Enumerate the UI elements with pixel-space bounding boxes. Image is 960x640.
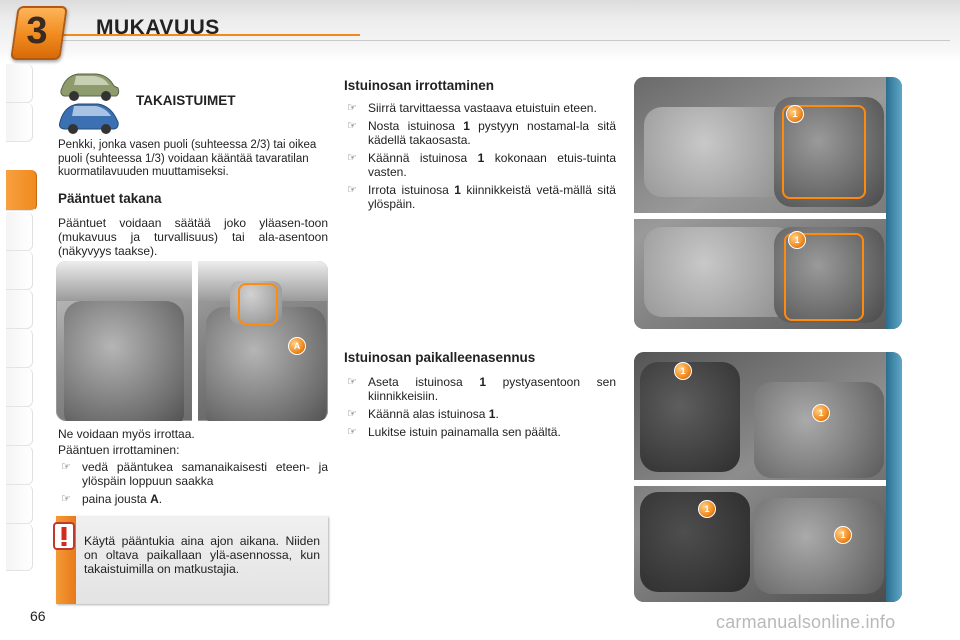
removable-note: Ne voidaan myös irrottaa. — [58, 427, 195, 441]
chapter-tab-3-active[interactable] — [6, 170, 37, 211]
chapter-tab-9[interactable] — [6, 407, 33, 446]
hand-pointer-icon: ☞ — [347, 120, 357, 132]
hand-pointer-icon: ☞ — [61, 493, 71, 505]
header-rule — [60, 40, 950, 41]
refit-marker-1d: 1 — [834, 526, 852, 544]
seat-marker-1b: 1 — [788, 231, 806, 249]
hand-pointer-icon: ☞ — [347, 376, 357, 388]
hand-pointer-icon: ☞ — [347, 184, 357, 196]
list-item: ☞ paina jousta A. — [61, 492, 163, 506]
chapter-tab-10[interactable] — [6, 446, 33, 485]
refit-marker-1b: 1 — [812, 404, 830, 422]
chapter-tab-4[interactable] — [6, 212, 33, 251]
list-item: ☞ vedä pääntukea samanaikaisesti eteen- ja ylöspäin loppuun saakka — [61, 460, 328, 488]
seat-removal-steps — [344, 101, 616, 215]
headrests-title: Pääntuet takana — [58, 191, 162, 206]
seat-removal-title: Istuinosan irrottaminen — [344, 78, 495, 93]
chapter-tab-2[interactable] — [6, 103, 33, 142]
seat-removal-illustration — [634, 77, 902, 329]
refit-marker-1a: 1 — [674, 362, 692, 380]
watermark: carmanualsonline.info — [716, 612, 896, 632]
list-item: ☞ Lukitse istuin painamalla sen päältä. — [347, 425, 561, 439]
seat-marker-1: 1 — [786, 105, 804, 123]
seat-refit-steps — [344, 375, 616, 443]
chapter-tab-11[interactable] — [6, 485, 33, 524]
hand-pointer-icon: ☞ — [61, 461, 71, 473]
exclamation-icon — [48, 521, 80, 551]
removal-intro: Pääntuen irrottaminen: — [58, 443, 180, 457]
list-item: ☞ Aseta istuinosa 1 pystyasentoon sen kiinnikkeisiin. — [347, 375, 616, 403]
car-silhouettes-icon — [56, 66, 122, 136]
headrest-removal-steps — [58, 460, 328, 510]
list-item: ☞ Irrota istuinosa 1 kiinnikkeistä vetä-mällä sitä ylöspäin. — [347, 183, 616, 211]
seat-refit-illustration — [634, 352, 902, 602]
headrests-text: Pääntuet voidaan säätää joko yläasen-toon (mukavuus ja turvallisuus) tai ala-asentoon (näkyvyys taakse). — [58, 216, 328, 258]
list-item: ☞ Käännä istuinosa 1 kokonaan etuis-tuinta vasten. — [347, 151, 616, 179]
hand-pointer-icon: ☞ — [347, 152, 357, 164]
list-item: ☞ Käännä alas istuinosa 1. — [347, 407, 499, 421]
chapter-tab-8[interactable] — [6, 368, 33, 407]
hand-pointer-icon: ☞ — [347, 426, 357, 438]
hand-pointer-icon: ☞ — [347, 102, 357, 114]
rear-seats-intro: Penkki, jonka vasen puoli (suhteessa 2/3) tai oikea puoli (suhteessa 1/3) voidaan kääntää tavaratilan kuormatilavuuden muuttamiseksi. — [58, 139, 317, 178]
seat-refit-title: Istuinosan paikalleenasennus — [344, 350, 536, 365]
list-item: ☞ Siirrä tarvittaessa vastaava etuistuin eteen. — [347, 101, 597, 115]
page-number: 66 — [30, 608, 46, 624]
list-item: ☞ Nosta istuinosa 1 pystyyn nostamal-la sitä kädellä takaosasta. — [347, 119, 616, 147]
chapter-tab-5[interactable] — [6, 251, 33, 290]
chapter-tab-6[interactable] — [6, 290, 33, 329]
chapter-title: MUKAVUUS — [96, 16, 220, 39]
chapter-tab-1[interactable] — [6, 64, 33, 103]
chapter-tab-7[interactable] — [6, 329, 33, 368]
chapter-tab-12[interactable] — [6, 524, 33, 571]
warning-text: Käytä pääntukia aina ajon aikana. Niiden on oltava paikallaan ylä-asennossa, kun takaistuimilla on matkustajia. — [84, 534, 320, 576]
hand-pointer-icon: ☞ — [347, 408, 357, 420]
headrest-marker-a: A — [288, 337, 306, 355]
refit-marker-1c: 1 — [698, 500, 716, 518]
section-title-rear-seats: TAKAISTUIMET — [136, 93, 236, 108]
headrest-illustration — [56, 261, 328, 421]
chapter-number: 3 — [26, 10, 48, 52]
